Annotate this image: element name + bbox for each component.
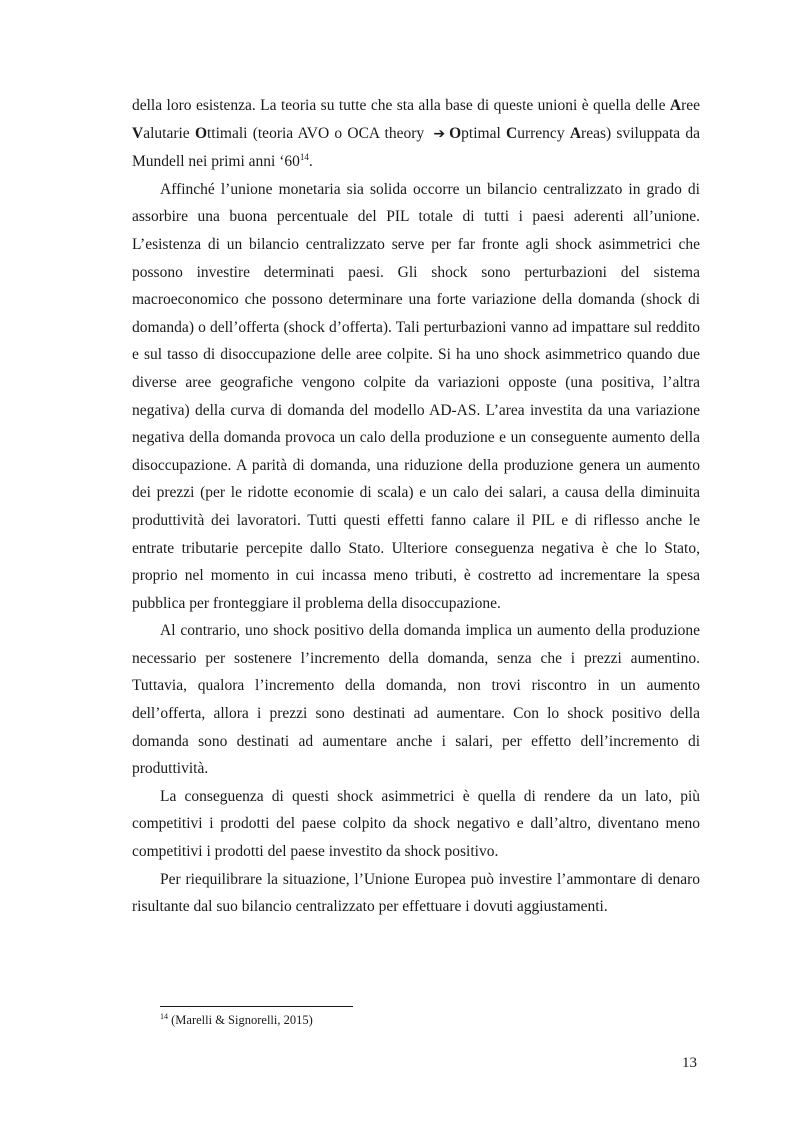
paragraph: Affinché l’unione monetaria sia solida occorre un bilancio centralizzato in grado di assorbire una buona percentuale del PIL totale di tutti i paesi aderenti all’unione. L’esistenza di un bilancio centralizzato serve per far fronte agli shock asimmetrici che possono investire determinati paesi. Gli shock sono perturbazioni del sistema macroeconomico che possono determinare una forte variazione della domanda (shock di domanda) o dell’offerta (shock d’offerta). Tali perturbazioni vanno ad impattare sul reddito e sul tasso di disoccupazione delle aree colpite. Si ha uno shock asimmetrico quando due diverse aree geografiche vengono colpite da variazioni opposte (una positiva, l’altra negativa) della curva di domanda del modello AD-AS. L’area investita da una variazione negativa della domanda provoca un calo della produzione e un conseguente aumento della disoccupazione. A parità di domanda, una riduzione della produzione genera un aumento dei prezzi (per le ridotte economie di scala) e un calo dei salari, a causa della diminuita produttività dei lavoratori. Tutti questi effetti fanno calare il PIL e di riflesso anche le entrate tributarie percepite dallo Stato. Ulteriore conseguenza negativa è che lo Stato, proprio nel momento in cui incassa meno tributi, è costretto ad incrementare la spesa pubblica per fronteggiare il problema della disoccupazione. <box>132 180 700 612</box>
acronym-rest: ree <box>681 97 701 114</box>
acronym-rest: ptimal <box>461 124 507 142</box>
acronym-rest: reas) <box>581 124 612 142</box>
paragraph: Per riequilibrare la situazione, l’Unione Europea può investire l’ammontare di denaro risultante dal suo bilancio centralizzato per effettuare i dovuti aggiustamenti. <box>132 870 700 916</box>
paragraph-continuation <box>132 92 700 176</box>
footnote-divider <box>160 1006 353 1007</box>
acronym-letter: A <box>569 124 582 142</box>
paragraph: La conseguenza di questi shock asimmetrici è quella di rendere da un lato, più competitivi i prodotti del paese colpito da shock negativo e dall’altro, diventano meno competitivi i prodotti del paese investito da shock positivo. <box>132 787 700 861</box>
footnote <box>160 1012 313 1028</box>
acronym-rest: ttimali (teoria AVO o OCA theory <box>207 124 430 142</box>
right-arrow-icon: ➔ <box>433 125 446 142</box>
acronym-letter: A <box>669 97 682 114</box>
paragraph: Al contrario, uno shock positivo della domanda implica un aumento della produzione necessario per sostenere l’incremento della domanda, senza che i prezzi aumentino. Tuttavia, qualora l’incremento della domanda, non trovi riscontro in un aumento dell’offerta, allora i prezzi sono destinati ad aumentare. Con lo shock positivo della domanda sono destinati ad aumentare anche i salari, per effetto dell’incremento di produttività. <box>132 622 700 778</box>
acronym-letter: C <box>506 124 518 142</box>
footnote-number: 14 <box>160 1012 168 1021</box>
acronym-letter: V <box>132 124 144 142</box>
acronym-rest: alutarie <box>143 124 195 142</box>
paragraph-0-line-3: sviluppata da Mundell nei primi anni ‘60 <box>132 124 701 171</box>
body-text <box>132 92 700 921</box>
footnote-reference[interactable]: 14 <box>299 152 309 163</box>
acronym-rest: urrency <box>517 124 570 142</box>
page-number: 13 <box>682 1055 697 1071</box>
acronym-letter: O <box>449 124 462 142</box>
footnote-text: (Marelli & Signorelli, 2015) <box>168 1013 313 1027</box>
acronym-letter: O <box>194 124 207 142</box>
paragraph-0-line-1: della loro esistenza. La teoria su tutte che sta alla base di queste unioni è quella delle <box>132 97 666 114</box>
paragraph-0-end: . <box>308 153 313 171</box>
